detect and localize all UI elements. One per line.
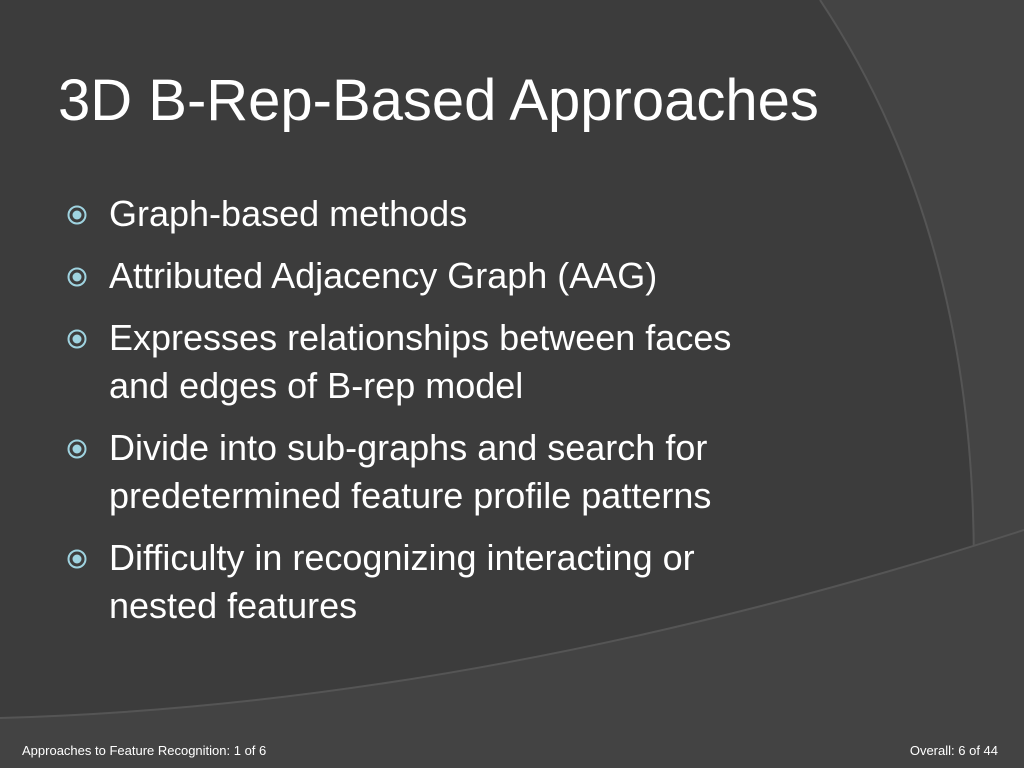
bullet-item: [66, 252, 866, 300]
bullet-item: [66, 190, 866, 238]
circled-dot-icon: [66, 266, 88, 288]
bullet-text-line: Attributed Adjacency Graph (AAG): [109, 255, 658, 296]
bullet-text-line: Difficulty in recognizing interacting or: [109, 537, 695, 578]
bullet-list: [66, 190, 866, 644]
bullet-text-line: Divide into sub-graphs and search for: [109, 427, 708, 468]
bullet-text-line: predetermined feature profile patterns: [109, 475, 712, 516]
footer-overall-progress: Overall: 6 of 44: [909, 743, 998, 758]
bullet-text-line: Expresses relationships between faces: [109, 317, 732, 358]
circled-dot-icon: [66, 548, 88, 570]
slide-title: 3D B-Rep-Based Approaches: [58, 68, 819, 133]
bullet-item: [66, 424, 866, 520]
circled-dot-icon: [66, 204, 88, 226]
footer-section-progress: Approaches to Feature Recognition: 1 of 6: [22, 743, 267, 758]
bullet-text-line: nested features: [109, 585, 358, 626]
bullet-text-line: and edges of B-rep model: [109, 365, 524, 406]
circled-dot-icon: [66, 438, 88, 460]
circled-dot-icon: [66, 328, 88, 350]
bullet-text-line: Graph-based methods: [109, 193, 468, 234]
bullet-item: [66, 314, 866, 410]
bullet-item: [66, 534, 866, 630]
